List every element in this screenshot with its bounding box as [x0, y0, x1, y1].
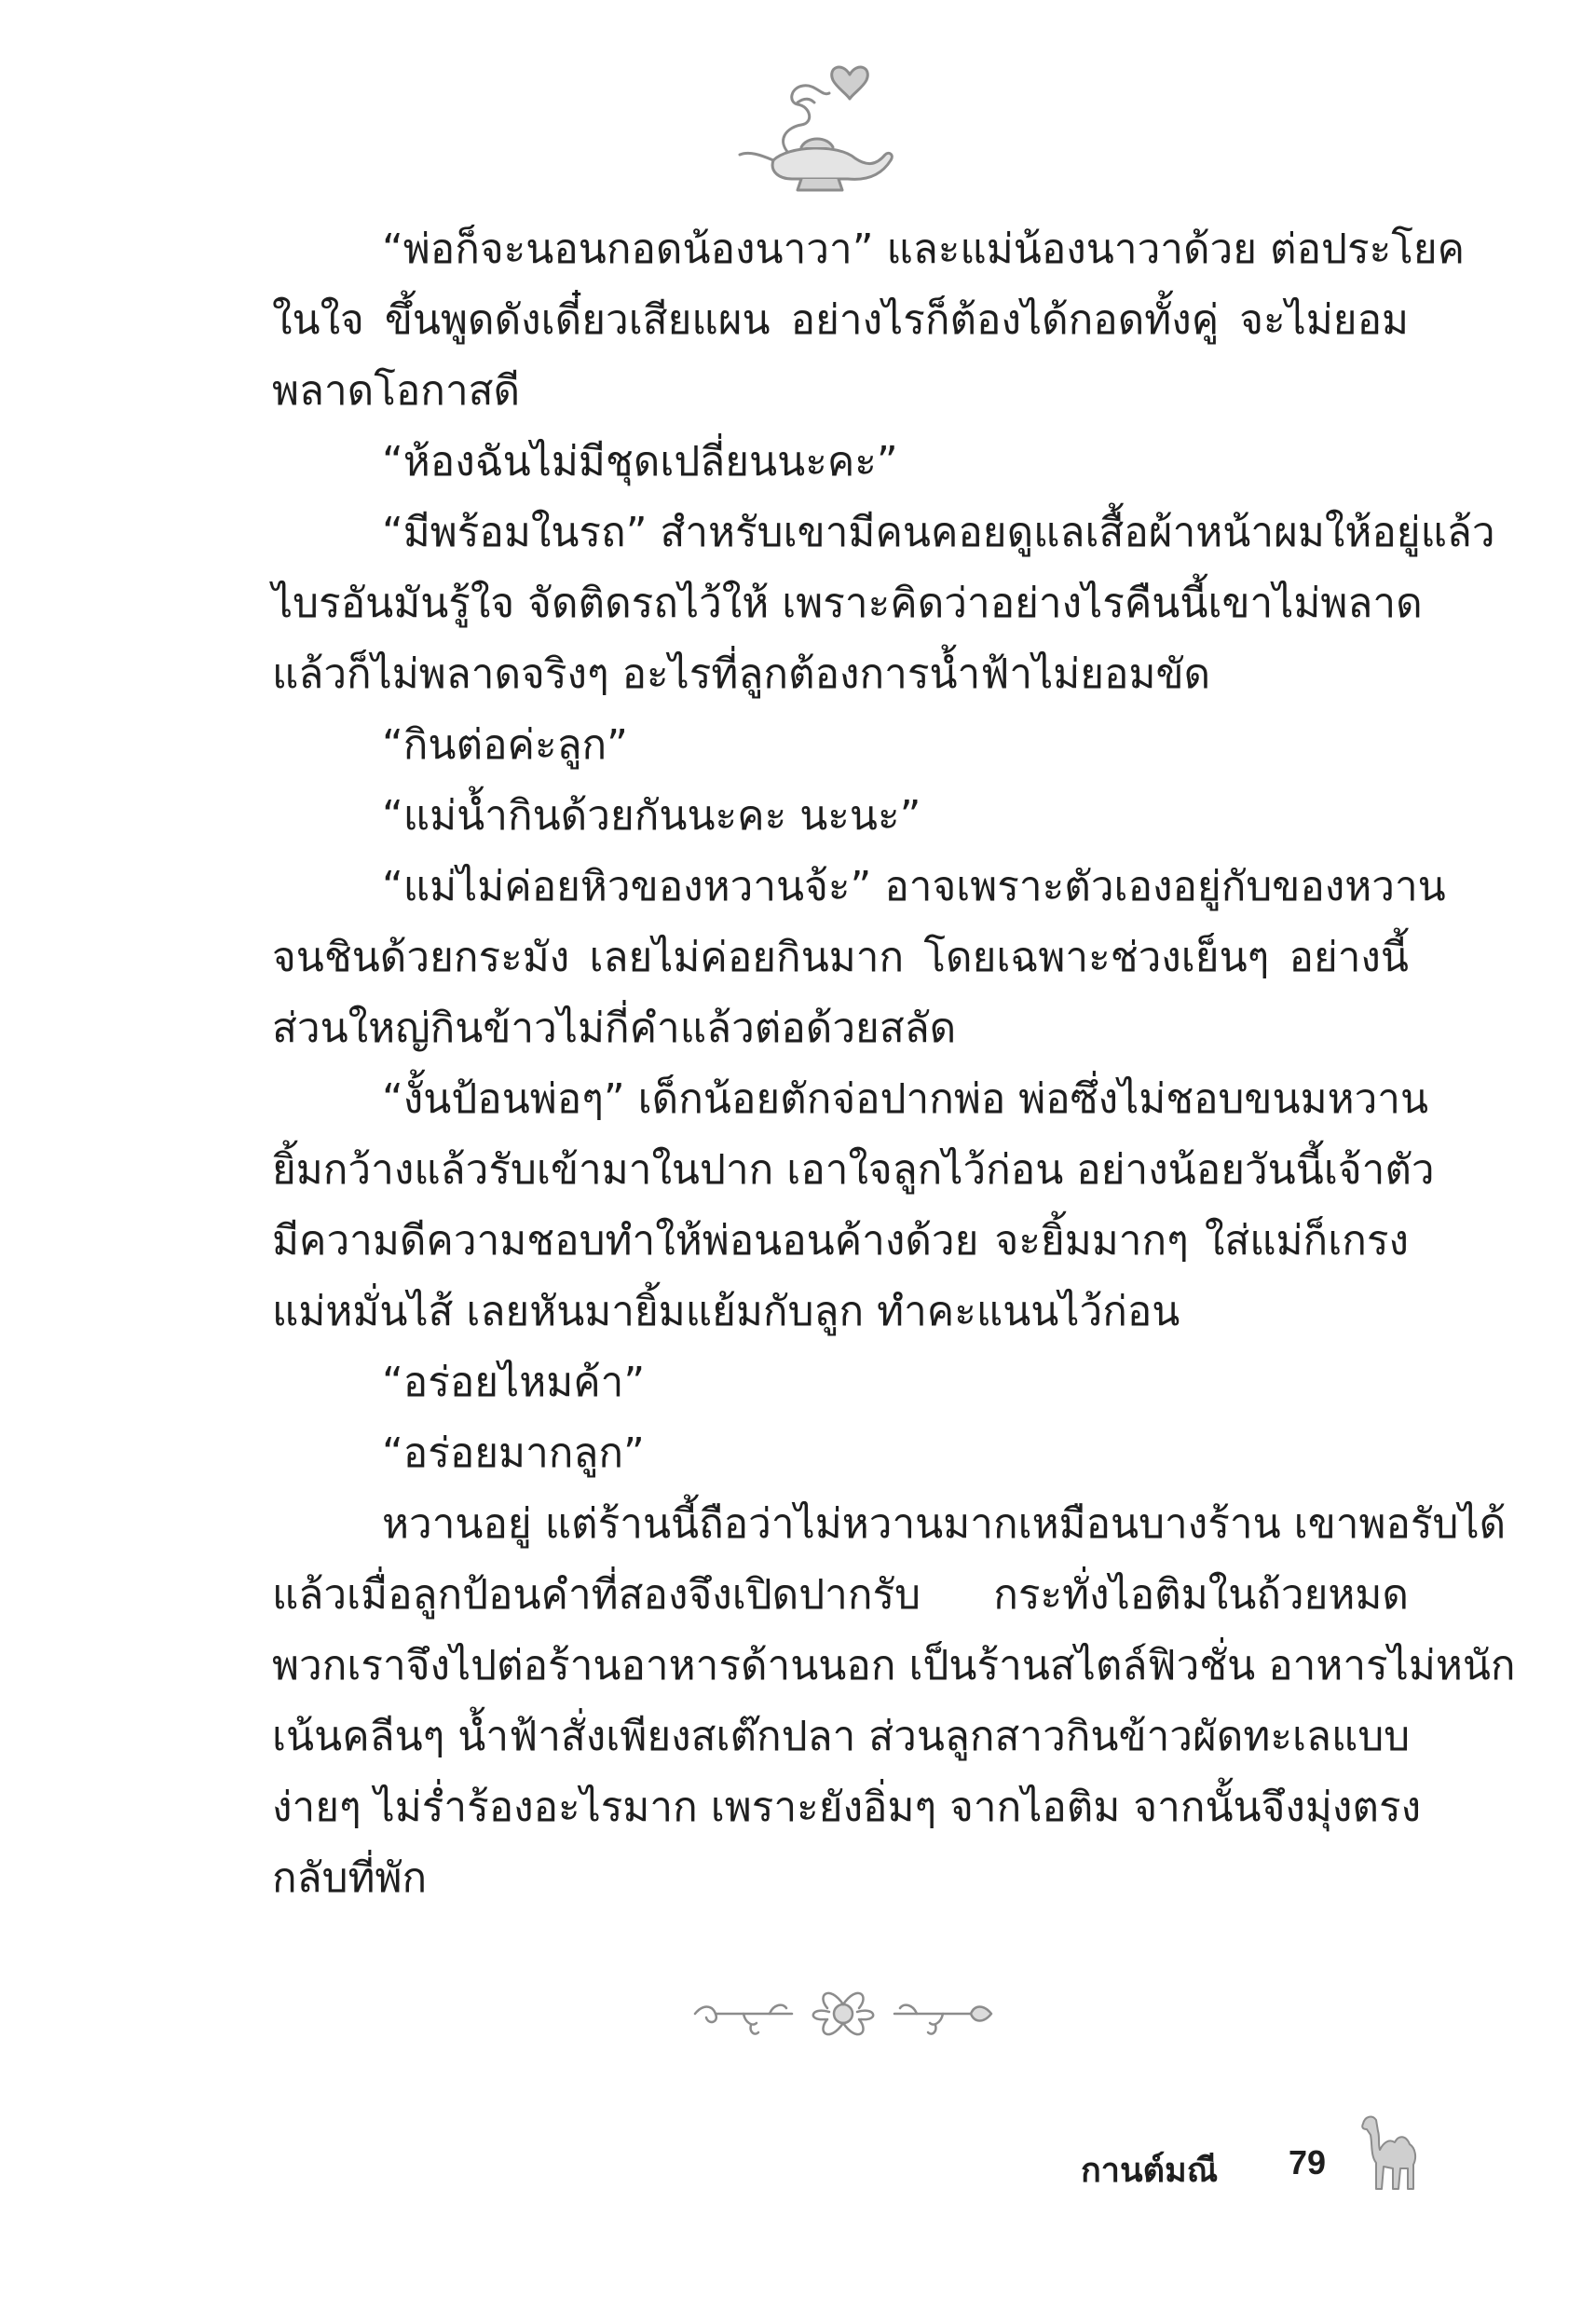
- text-line: ส่วนใหญ่กินข้าวไม่กี่คำแล้วต่อด้วยสลัด: [272, 1005, 957, 1052]
- text-line: ไบรอันมันรู้ใจ จัดติดรถไว้ให้ เพราะคิดว่าอย่างไรคืนนี้เขาไม่พลาด: [272, 580, 1423, 627]
- text-line: “ห้องฉันไม่มีชุดเปลี่ยนนะคะ”: [382, 438, 898, 485]
- text-line: “แม่ไม่ค่อยหิวของหวานจ้ะ” อาจเพราะตัวเองอยู่กับของหวาน: [382, 863, 1446, 910]
- text-line: แล้วก็ไม่พลาดจริงๆ อะไรที่ลูกต้องการน้ำฟ้าไม่ยอมขัด: [272, 650, 1211, 698]
- text-line: “งั้นป้อนพ่อๆ” เด็กน้อยตักจ่อปากพ่อ พ่อซึ่งไม่ชอบขนมหวาน: [382, 1075, 1429, 1123]
- floral-divider-icon: [689, 1971, 997, 2055]
- camel-icon: [1356, 2111, 1425, 2195]
- text-line: กลับที่พัก: [272, 1854, 428, 1902]
- text-line: “แม่น้ำกินด้วยกันนะคะ นะนะ”: [382, 792, 921, 840]
- text-line: “กินต่อค่ะลูก”: [382, 721, 628, 769]
- body-text: [272, 214, 1516, 1914]
- text-line: ง่ายๆ ไม่ร่ำร้องอะไรมาก เพราะยังอิ่มๆ จากไอติม จากนั้นจึงมุ่งตรง: [272, 1784, 1422, 1831]
- text-line: พวกเราจึงไปต่อร้านอาหารด้านนอก เป็นร้านสไตล์ฟิวชั่น อาหารไม่หนัก: [272, 1642, 1516, 1689]
- text-line: มีความดีความชอบทำให้พ่อนอนค้างด้วย จะยิ้มมากๆ ใส่แม่ก็เกรง: [272, 1217, 1409, 1265]
- text-line: ยิ้มกว้างแล้วรับเข้ามาในปาก เอาใจลูกไว้ก่อน อย่างน้อยวันนี้เจ้าตัว: [272, 1146, 1435, 1194]
- text-line: “พ่อก็จะนอนกอดน้องนาวา” และแม่น้องนาวาด้วย ต่อประโยค: [382, 226, 1466, 273]
- text-line: “อร่อยไหมค้า”: [382, 1359, 646, 1406]
- text-line: แล้วเมื่อลูกป้อนคำที่สองจึงเปิดปากรับ กระทั่งไอติมในถ้วยหมด: [272, 1571, 1409, 1619]
- text-line: “มีพร้อมในรถ” สำหรับเขามีคนคอยดูแลเสื้อผ้าหน้าผมให้อยู่แล้ว: [382, 509, 1495, 556]
- text-line: “อร่อยมากลูก”: [382, 1429, 645, 1477]
- text-line: หวานอยู่ แต่ร้านนี้ถือว่าไม่หวานมากเหมือนบางร้าน เขาพอรับได้: [382, 1500, 1507, 1548]
- text-line: เน้นคลีนๆ น้ำฟ้าสั่งเพียงสเต๊กปลา ส่วนลูกสาวกินข้าวผัดทะเลแบบ: [272, 1713, 1411, 1760]
- footer-author-name: กานต์มณี: [1081, 2152, 1219, 2190]
- genie-lamp-icon: [736, 47, 904, 200]
- text-line: พลาดโอกาสดี: [272, 367, 521, 415]
- text-line: ในใจ ขึ้นพูดดังเดี๋ยวเสียแผน อย่างไรก็ต้องได้กอดทั้งคู่ จะไม่ยอม: [272, 296, 1409, 344]
- page-number: 79: [1289, 2143, 1327, 2181]
- text-line: จนชินด้วยกระมัง เลยไม่ค่อยกินมาก โดยเฉพาะช่วงเย็นๆ อย่างนี้: [272, 934, 1409, 981]
- text-line: แม่หมั่นไส้ เลยหันมายิ้มแย้มกับลูก ทำคะแนนไว้ก่อน: [272, 1288, 1180, 1335]
